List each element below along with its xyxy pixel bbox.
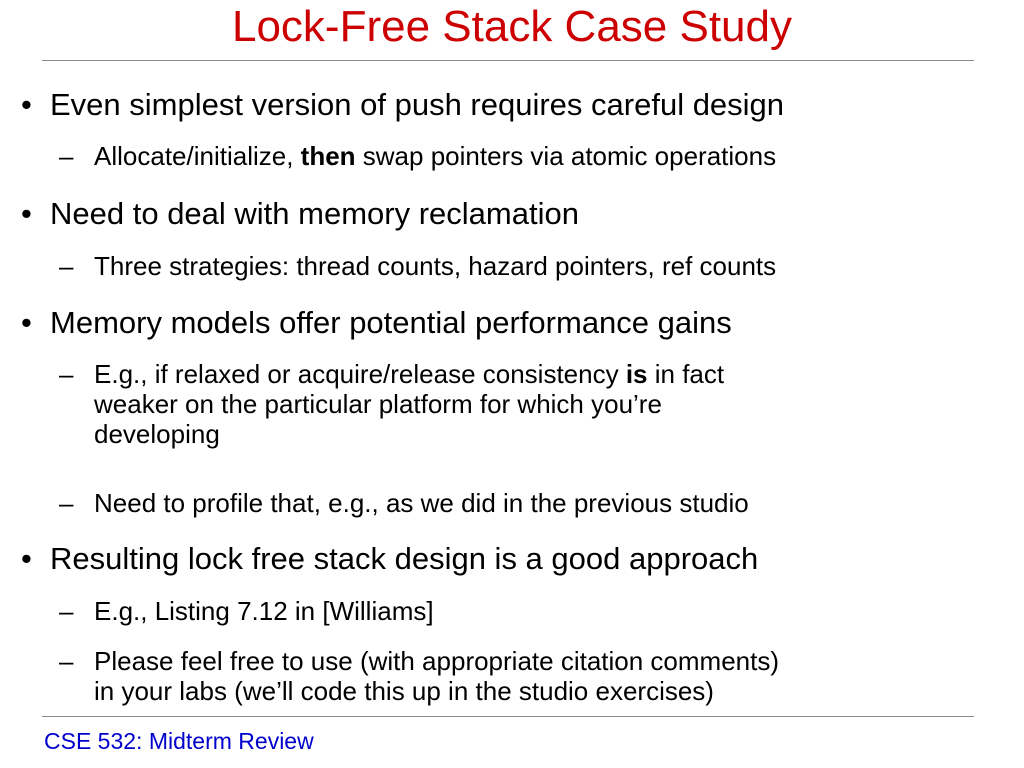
sub-bullet-line: Please feel free to use (with appropriate citation comments) bbox=[94, 646, 780, 676]
sub-bullet-line: weaker on the particular platform for which you’re bbox=[94, 389, 662, 419]
sub-bullet-text bbox=[94, 359, 724, 449]
sub-bullet-marker: – bbox=[59, 359, 74, 389]
text-run: Allocate/initialize, bbox=[94, 141, 301, 171]
sub-bullet-line: E.g., Listing 7.12 in [Williams] bbox=[94, 596, 434, 626]
bold-run: is bbox=[625, 359, 648, 389]
bullet-marker: • bbox=[21, 541, 32, 576]
slide-title: Lock-Free Stack Case Study bbox=[231, 2, 792, 51]
footer-divider bbox=[42, 716, 974, 717]
sub-bullet-marker: – bbox=[59, 251, 74, 281]
sub-bullet-marker: – bbox=[59, 488, 74, 518]
bullet-text: Even simplest version of push requires careful design bbox=[50, 87, 785, 122]
sub-bullet-text bbox=[94, 646, 779, 706]
sub-bullet-marker: – bbox=[59, 646, 74, 676]
text-run: E.g., if relaxed or acquire/release consistency bbox=[94, 359, 626, 389]
bullet-marker: • bbox=[21, 305, 32, 340]
sub-bullet-text bbox=[94, 251, 776, 281]
sub-bullet-line bbox=[94, 359, 724, 389]
bullet-text: Resulting lock free stack design is a good approach bbox=[50, 541, 759, 576]
sub-bullet-line: in your labs (we’ll code this up in the studio exercises) bbox=[94, 676, 714, 706]
sub-bullet-text bbox=[94, 596, 434, 626]
sub-bullet-line: Three strategies: thread counts, hazard pointers, ref counts bbox=[94, 251, 777, 281]
text-run: in fact bbox=[647, 359, 725, 389]
bullet-marker: • bbox=[21, 87, 32, 122]
sub-bullet-text bbox=[94, 141, 776, 171]
text-run: swap pointers via atomic operations bbox=[355, 141, 777, 171]
sub-bullet-line: Need to profile that, e.g., as we did in the previous studio bbox=[94, 488, 749, 518]
bullet-marker: • bbox=[21, 196, 32, 231]
slide-footer: CSE 532: Midterm Review bbox=[44, 728, 314, 754]
sub-bullet-marker: – bbox=[59, 141, 74, 171]
bullet-text: Need to deal with memory reclamation bbox=[50, 196, 579, 231]
sub-bullet-text bbox=[94, 488, 749, 518]
bold-run: then bbox=[300, 141, 356, 171]
sub-bullet-line bbox=[94, 141, 776, 171]
sub-bullet-line: developing bbox=[94, 419, 220, 449]
sub-bullet-marker: – bbox=[59, 596, 74, 626]
bullet-text: Memory models offer potential performance gains bbox=[50, 305, 732, 340]
